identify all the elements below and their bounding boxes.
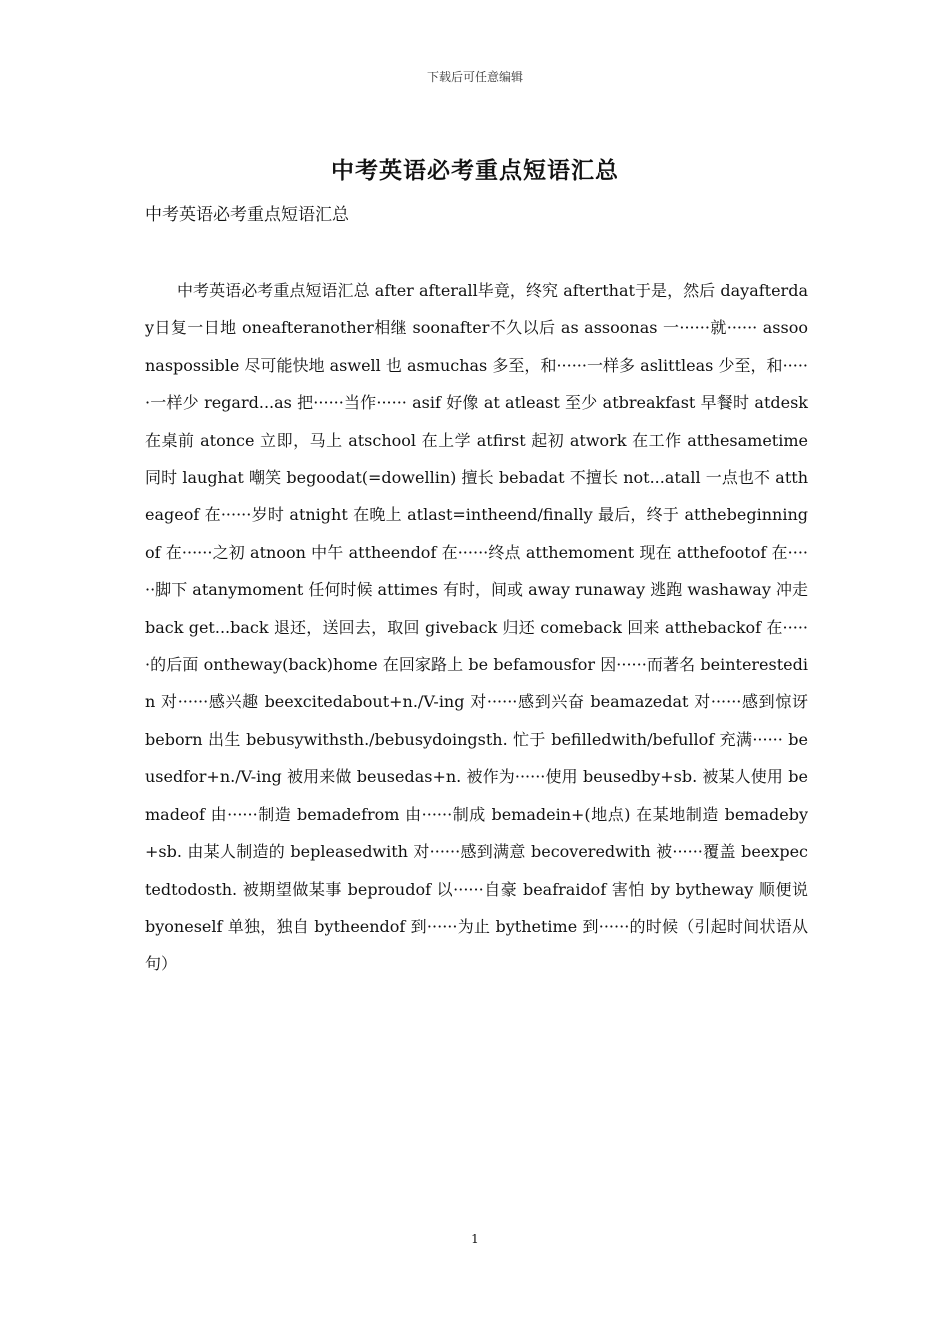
page-title: 中考英语必考重点短语汇总 bbox=[331, 157, 619, 184]
page-number: 1 bbox=[471, 1232, 479, 1246]
page-subtitle: 中考英语必考重点短语汇总 bbox=[145, 205, 349, 225]
body-paragraph: 中考英语必考重点短语汇总 after afterall毕竟，终究 afterthat于是，然后 dayafterday日复一日地 oneafteranother相继 soonafter不久以后 as assoonas 一······就······ assoonaspossible 尽可能快地 aswell 也 asmuchas 多至，和······一样多 aslittleas 少至，和······一样少 regard...as 把······当作······ asif 好像 at atleast 至少 atbreakfast 早餐时 atdesk 在桌前 atonce 立即，马上 atschool 在上学 atfirst 起初 atwork 在工作 atthesametime 同时 laughat 嘲笑 begoodat(=dowellin) 擅长 bebadat 不擅长 not...atall 一点也不 attheageof 在······岁时 atnight 在晚上 atlast=intheend/finally 最后，终于 atthebeginningof 在······之初 atnoon 中午 attheendof 在······终点 atthemoment 现在 atthefootof 在······脚下 atanymoment 任何时候 attimes 有时，间或 away runaway 逃跑 washaway 冲走 back get...back 退还，送回去，取回 giveback 归还 comeback 回来 atthebackof 在······的后面 ontheway(back)home 在回家路上 be befamousfor 因······而著名 beinterestedin 对······感兴趣 beexcitedabout+n./V-ing 对······感到兴奋 beamazedat 对······感到惊讶 beborn 出生 bebusywithsth./bebusydoingsth. 忙于 befilledwith/befullof 充满······ beusedfor+n./V-ing 被用来做 beusedas+n. 被作为······使用 beusedby+sb. 被某人使用 bemadeof 由······制造 bemadefrom 由······制成 bemadein+(地点) 在某地制造 bemadeby+sb. 由某人制造的 bepleasedwith 对······感到满意 becoveredwith 被······覆盖 beexpectedtodosth. 被期望做某事 beproudof 以······自豪 beafraidof 害怕 by bytheway 顺便说 byoneself 单独，独自 bytheendof 到······为止 bythetime 到······的时候（引起时间状语从句） bbox=[145, 281, 808, 974]
page-header: 下载后可任意编辑 bbox=[426, 70, 523, 84]
